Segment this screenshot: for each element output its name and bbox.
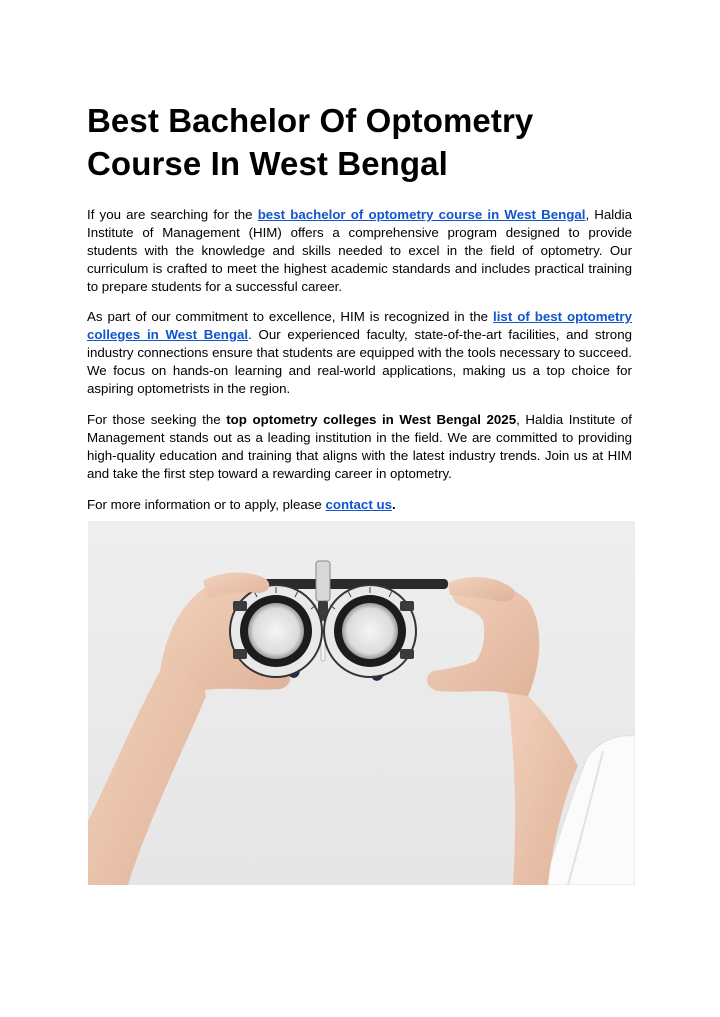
right-lens-glass bbox=[342, 603, 398, 659]
right-lens-clip-lower bbox=[400, 649, 414, 659]
trial-frame-center-post bbox=[316, 561, 330, 601]
right-lens-clip bbox=[400, 601, 414, 611]
top-colleges-lead-text: For those seeking the bbox=[87, 412, 227, 427]
best-bachelor-optometry-link[interactable]: best bachelor of optometry course in West Bengal bbox=[257, 207, 586, 222]
left-lens-clip bbox=[233, 601, 247, 611]
contact-us-link[interactable]: contact us bbox=[325, 497, 392, 512]
recognition-paragraph bbox=[87, 308, 632, 398]
intro-paragraph bbox=[87, 206, 632, 296]
best-optometry-colleges-list-link[interactable]: list of best optometry colleges in West Bengal bbox=[87, 309, 632, 342]
intro-lead-text: If you are searching for the bbox=[87, 207, 258, 222]
page-title: Best Bachelor Of Optometry Course In West Bengal bbox=[87, 102, 534, 182]
contact-end-punctuation: . bbox=[391, 497, 396, 512]
recognition-rest-text: . Our experienced faculty, state-of-the-art facilities, and strong industry connections ensure that students are equipped with the tools necessary to succeed. We focus on hands-on learning and real-world applications, making us a top choice for aspiring optometrists in the region. bbox=[87, 327, 632, 396]
contact-paragraph bbox=[87, 496, 632, 514]
optometry-trial-frame-photo bbox=[88, 521, 635, 885]
top-colleges-emphasis: top optometry colleges in West Bengal 2025 bbox=[226, 412, 517, 427]
top-colleges-rest-text: , Haldia Institute of Management stands out as a leading institution in the field. We are committed to providing high-quality education and training that aligns with the latest industry trends. Join us at HIM and take the first step toward a rewarding career in optometry. bbox=[87, 412, 632, 481]
left-lens-glass bbox=[248, 603, 304, 659]
contact-lead-text: For more information or to apply, please bbox=[87, 497, 326, 512]
intro-rest-text: , Haldia Institute of Management (HIM) offers a comprehensive program designed to provide students with the knowledge and skills needed to excel in the field of optometry. Our curriculum is crafted to meet the highest academic standards and includes practical training to prepare students for a successful career. bbox=[87, 207, 632, 294]
document-body bbox=[87, 99, 632, 514]
top-colleges-paragraph bbox=[87, 411, 632, 483]
recognition-lead-text: As part of our commitment to excellence, HIM is recognized in the bbox=[87, 309, 494, 324]
left-lens-clip-lower bbox=[233, 649, 247, 659]
